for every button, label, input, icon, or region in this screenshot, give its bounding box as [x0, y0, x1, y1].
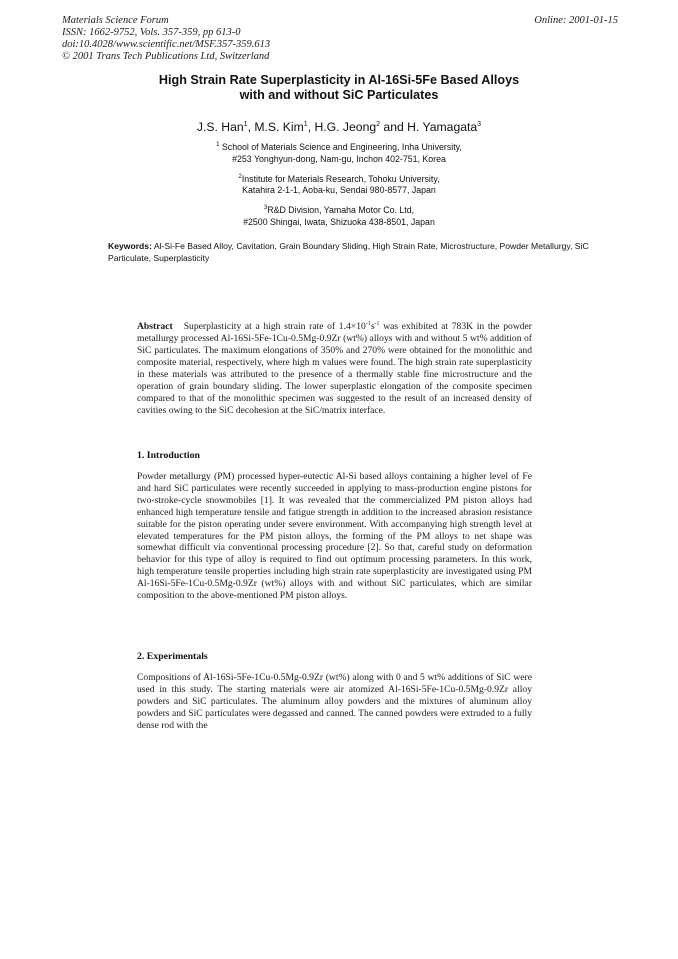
online-date: Online: 2001-01-15 — [534, 15, 618, 26]
abstract-exponent: -1 — [365, 321, 371, 327]
title-line-1: High Strain Rate Superplasticity in Al-16Si-5Fe Based Alloys — [158, 73, 520, 87]
title-line-2: with and without SiC Particulates — [239, 88, 439, 102]
keywords-text: Al-Si-Fe Based Alloy, Cavitation, Grain Boundary Sliding, High Strain Rate, Microstructure, Powder Metallurgy, SiC Particulate, Superplasticity — [108, 241, 589, 263]
abstract-text-rest: was exhibited at 783K in the powder metallurgy processed Al-16Si-5Fe-1Cu-0.5Mg-0.9Zr (wt%) alloys with and without 5 wt% addition of SiC particulates. The maximum elongations of 350% and 270% were obtained for the monolithic and composite material, respectively, where high m values were found. The high strain rate superplasticity in these materials was attributed to the presence of a thermally stable fine microstructure and the operation of grain boundary sliding. The lower superplastic elongation of the composite specimen compared to that of the monolithic specimen was suggested to the result of an increased density of cavities owing to the SiC decohesion at the SiC/matrix interface. — [137, 321, 532, 416]
affiliation-list — [60, 140, 618, 235]
affiliation-line-2: #2500 Shingai, Iwata, Shizuoka 438-8501, Japan — [243, 216, 435, 227]
author-name: J.S. Han — [196, 120, 244, 134]
author-affil-mark: 3 — [477, 120, 482, 128]
affiliation — [60, 172, 618, 198]
abstract-exponent: -1 — [374, 321, 380, 327]
affiliation-line-1: R&D Division, Yamaha Motor Co. Ltd, — [267, 204, 415, 215]
copyright-line: © 2001 Trans Tech Publications Ltd, Switzerland — [62, 51, 270, 62]
affiliation-line-2: Katahira 2-1-1, Aoba-ku, Sendai 980-8577, Japan — [242, 185, 436, 196]
affiliation-mark: 2 — [238, 173, 242, 180]
author-list: J.S. Han$^1$, M.S. Kim$^1$, H.G. Jeong$^2$ and H. Yamagata$^3$ — [196, 120, 482, 134]
doi-line: doi:10.4028/www.scientific.net/MSF.357-359.613 — [62, 39, 271, 50]
keywords-block — [108, 241, 613, 264]
introduction-paragraph: Powder metallurgy (PM) processed hyper-eutectic Al-Si based alloys containing a higher level of Fe and hard SiC particulates were recently succeeded in applying to mass-production engine pistons for two-stroke-cycle snowmobiles [1]. It was revealed that the commercialized PM piston alloys had enhanced high temperature tensile and fatigue strength in addition to the increased abrasion resistance suitable for the piston operating under severe environment. With accompanying high strength level at elevated temperatures for the PM piston alloys, the forming of the PM alloys to net shape was somewhat difficult via conventional processing procedure [2]. So that, careful study on deformation behavior for this type of alloy is required to find out optimum processing parameters. In this work, high temperature tensile properties including high strain rate superplasticity are investigated using PM Al-16Si-5Fe-1Cu-0.5Mg-0.9Zr (wt%) alloys with and without SiC particulates, which are similar composition to the above-mentioned PM piston alloys. — [137, 471, 532, 602]
journal-header — [62, 15, 618, 63]
affiliation-mark: 3 — [263, 205, 268, 212]
affiliation-line-1: School of Materials Science and Engineering, Inha University, — [221, 141, 462, 152]
abstract-unit: s — [370, 321, 375, 333]
abstract-label: Abstract — [137, 321, 173, 333]
author-affil-mark: 1 — [303, 120, 308, 128]
experimentals-paragraph: Compositions of Al-16Si-5Fe-1Cu-0.5Mg-0.9Zr (wt%) along with 0 and 5 wt% additions of SiC were used in this study. The starting materials were air atomized Al-16Si-5Fe-1Cu-0.5Mg-0.9Zr alloy powders and SiC particulates. The aluminum alloy powders and the mixtures of aluminum alloy powders and SiC particulates were degassed and canned. The canned powders were extruded to a fully dense rod with the — [137, 672, 532, 731]
affiliation-line-2: #253 Yonghyun-dong, Nam-gu, Inchon 402-751, Korea — [232, 153, 446, 164]
author-name: H.G. Jeong — [314, 120, 377, 134]
affiliation-line-1: Institute for Materials Research, Tohoku University, — [241, 173, 440, 184]
affiliation-mark: 1 — [216, 142, 220, 148]
author-affil-mark: 1 — [243, 120, 248, 128]
affiliation — [60, 203, 618, 229]
paper-title — [60, 73, 618, 103]
abstract-text-start: Superplasticity at a high strain rate of 1.4×10 — [183, 321, 366, 333]
section-heading-introduction: 1. Introduction — [137, 450, 200, 461]
journal-name: Materials Science Forum — [62, 15, 169, 26]
author-name: H. Yamagata — [407, 120, 478, 134]
issn-line: ISSN: 1662-9752, Vols. 357-359, pp 613-0 — [62, 27, 241, 38]
author-name: M.S. Kim — [254, 120, 304, 134]
keywords-label: Keywords: — [108, 241, 152, 251]
author-affil-mark: 2 — [376, 120, 381, 128]
abstract-paragraph — [137, 319, 532, 416]
section-heading-experimentals: 2. Experimentals — [137, 651, 208, 662]
affiliation — [60, 140, 618, 166]
